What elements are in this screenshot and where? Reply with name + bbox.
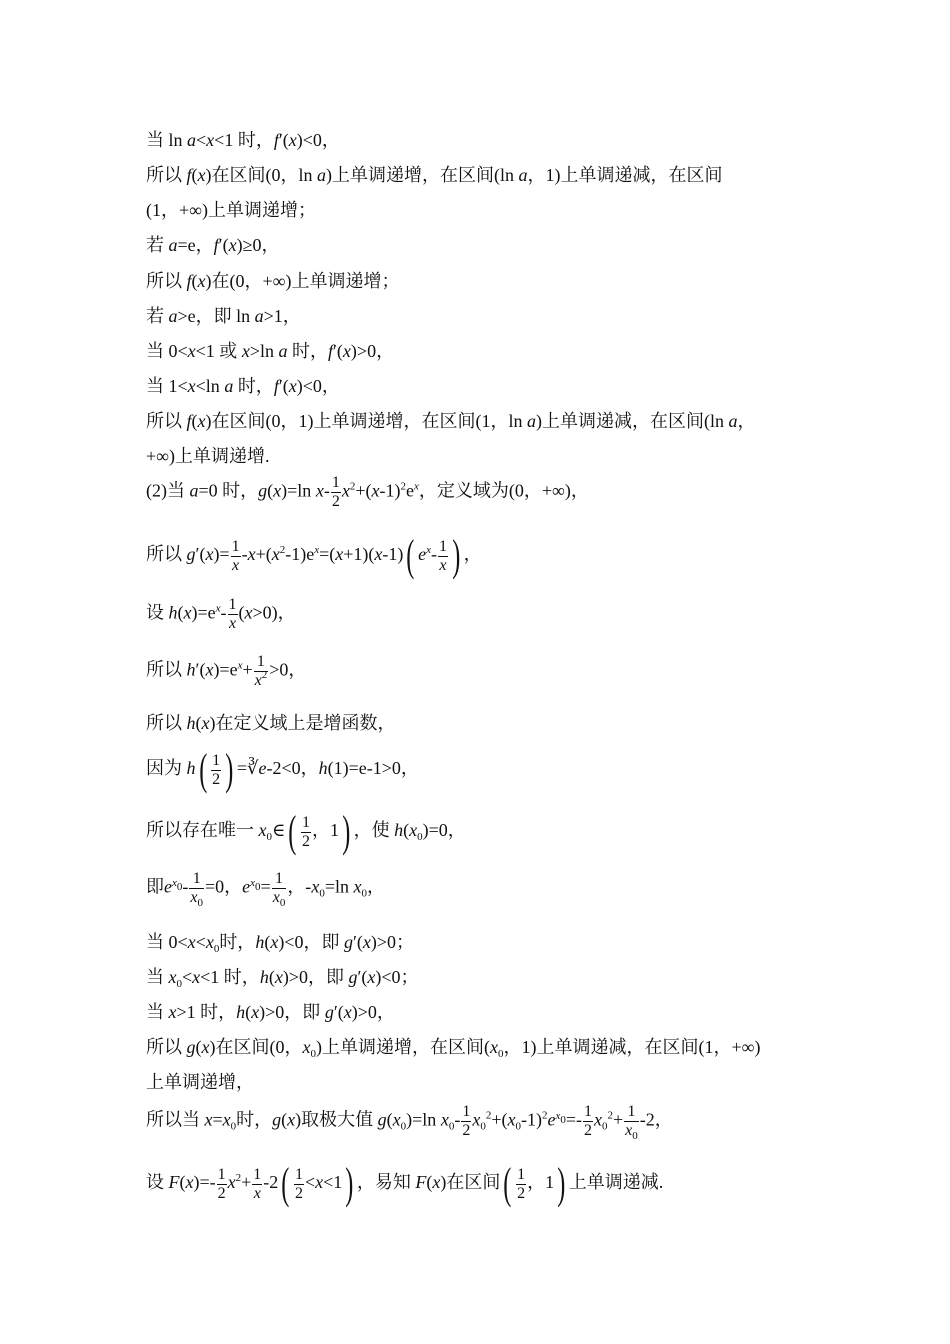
text-line-12: 所以 g′(x)= $\frac{1}{x}$ $-x+(x^2-1)e^x=(x+1)(x-1)$( $e^x-$ $\frac{1}{x}$ ) ，	[146, 531, 482, 580]
fraction: $\frac{1}{2}$	[294, 1165, 303, 1202]
text-line-1: 当 ln a<x<1 时，f′(x)<0，	[146, 130, 340, 150]
fraction: $\frac{1}{2}$	[517, 1165, 526, 1202]
text-line-23: 上单调递增，	[146, 1072, 254, 1092]
text-line-8: 当 1<x<ln a 时，f′(x)<0，	[146, 376, 340, 396]
fraction: $\frac{1}{2}$	[217, 1165, 226, 1202]
text-line-4: 若 a=e，f′(x)≥0，	[146, 235, 280, 255]
text-line-22: 所以 g(x)在区间(0，$x_0$)上单调递增，在区间($x_0$，1)上单调递减，在区间(1，+∞)	[146, 1037, 761, 1060]
text-line-14: 所以 $h'(x)=e^x+$ $\frac{1}{x^2}$ >0，	[146, 653, 307, 689]
text-line-2: 所以 f(x)在区间(0，ln a)上单调递增，在区间(ln a，1)上单调递减，在区间	[146, 165, 723, 185]
text-line-13: 设 $h(x)=e^x-$ $\frac{1}{x}$ (x>0)，	[146, 596, 296, 632]
text-line-24: 所以当 $x=x_0$时，g(x)取极大值 $g(x_0)=\ln$ $x_0-$ $\frac{1}{2}$ $x_0^2+(x_0-1)^2e^{x_0}=-$ $\frac{1}{2}$ $x_0^2+$ $\frac{1}{x_0}$ -2，	[146, 1103, 673, 1142]
fraction: $\frac{1}{x_0}$	[190, 870, 203, 909]
text-line-25: 设 F(x)=- $\frac{1}{2}$ $x^2+$ $\frac{1}{x}$ -2( $\frac{1}{2}$ <x<1) ，易知 F(x)在区间( $\frac{1}{2}$ ，1) 上单调递减.	[146, 1159, 664, 1208]
fraction: $\frac{1}{x}$	[438, 537, 447, 574]
fraction: $\frac{1}{x}$	[231, 537, 240, 574]
fraction: $\frac{1}{x^2}$	[254, 653, 268, 689]
fraction: $\frac{1}{2}$	[462, 1103, 471, 1139]
text-line-10: +∞)上单调递增.	[146, 446, 270, 466]
fraction: $\frac{1}{x}$	[253, 1165, 262, 1202]
fraction: $\frac{1}{x}$	[228, 596, 237, 632]
text-line-6: 若 a>e，即 ln a>1，	[146, 306, 301, 326]
text-line-5: 所以 f(x)在(0，+∞)上单调递增；	[146, 271, 400, 291]
fraction: $\frac{1}{x_0}$	[272, 870, 286, 909]
fraction: $\frac{1}{2}$	[331, 474, 340, 510]
text-line-9: 所以 f(x)在区间(0，1)上单调递增，在区间(1，ln a)上单调递减，在区间(ln a，	[146, 411, 756, 431]
fraction: $\frac{1}{x_0}$	[625, 1103, 638, 1142]
fraction: $\frac{1}{2}$	[584, 1103, 593, 1139]
text-line-19: 当 $0<x<x_0$时，h(x)<0，即 g′(x)>0；	[146, 932, 415, 955]
text-line-20: 当 $x_0<x<1$ 时，h(x)>0，即 g′(x)<0；	[146, 967, 419, 990]
text-line-16: 因为 h( $\frac{1}{2}$ ) =∛e-2<0，h(1)=e-1>0，	[146, 745, 419, 794]
fraction: $\frac{1}{2}$	[212, 751, 221, 788]
text-line-3: (1，+∞)上单调递增；	[146, 200, 316, 220]
fraction: $\frac{1}{2}$	[301, 813, 310, 850]
text-line-17: 所以存在唯一 $x_0\in$( $\frac{1}{2}$ ，1) ，使 $h(x_0)=0$，	[146, 807, 466, 856]
text-line-15: 所以 h(x)在定义域上是增函数，	[146, 713, 396, 733]
text-line-7: 当 0<x<1 或 x>ln a 时，f′(x)>0，	[146, 341, 395, 361]
text-line-18: 即$e^{x_0}-$ $\frac{1}{x_0}$ =0，$e^{x_0}=$ $\frac{1}{x_0}$ ，$-x_0=\ln$ $x_0$，	[146, 870, 385, 909]
text-line-11: (2)当 a=0 时，g(x)=ln x- $\frac{1}{2}$ $x^2+(x-1)^2e^x$，定义域为(0，+∞)，	[146, 474, 589, 510]
text-line-21: 当 x>1 时，h(x)>0，即 g′(x)>0，	[146, 1002, 395, 1022]
